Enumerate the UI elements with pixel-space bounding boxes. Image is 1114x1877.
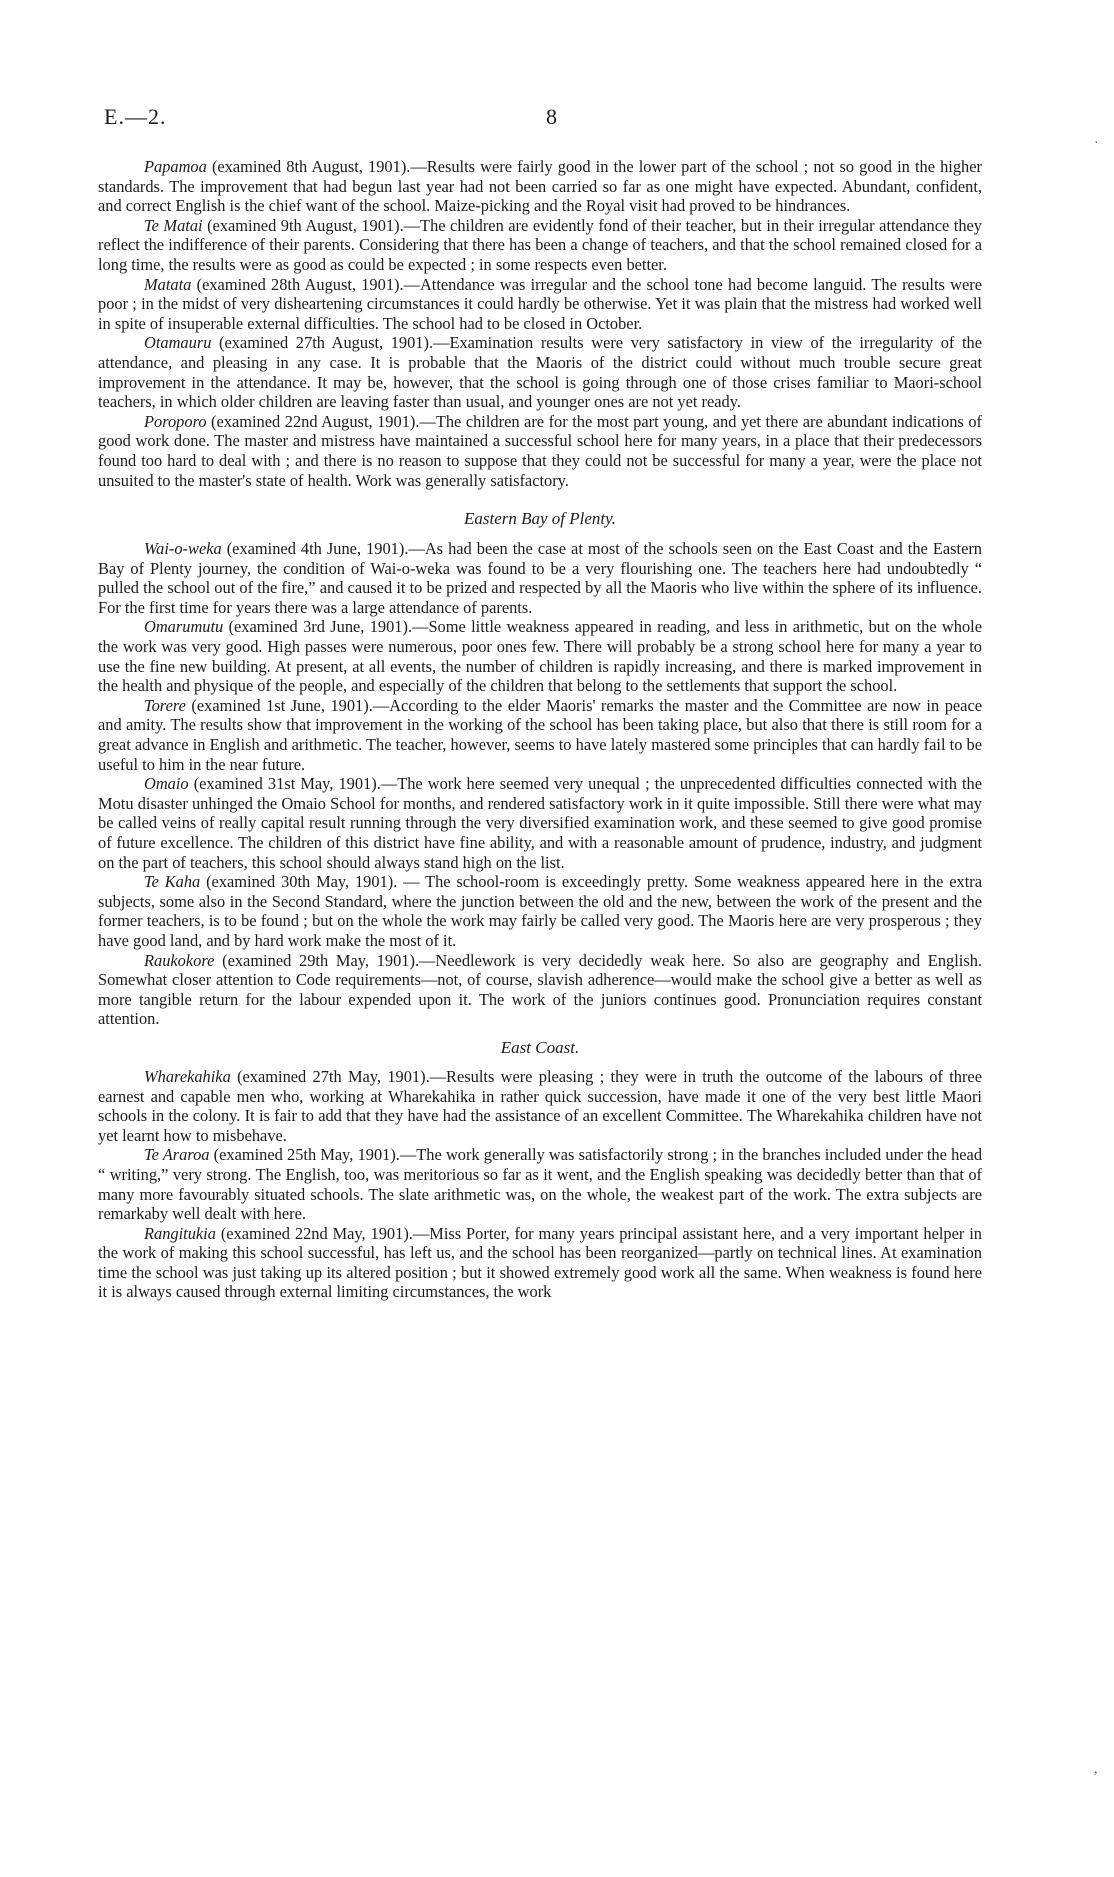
- report-paragraph: [98, 1224, 982, 1302]
- school-name: Torere: [144, 695, 186, 715]
- report-text: (examined 31st May, 1901).—The work here seemed very unequal ; the unprecedented difficulties connected with the Motu disaster unhinged the Omaio School for months, and rendered satisfactory work in it quite impossible. Still there were what may be called veins of really capital result running through the very diversified examination work, and these seemed to give good promise of future excellence. The children of this district have fine ability, and with a reasonable amount of prudence, industry, and judgment on the part of teachers, this school should always stand high on the list.: [98, 774, 982, 872]
- report-paragraph: [98, 1145, 982, 1223]
- report-paragraph: [98, 333, 982, 411]
- report-paragraph: [98, 1067, 982, 1145]
- school-name: Raukokore: [144, 950, 215, 970]
- page-number: 8: [546, 104, 557, 129]
- document-body: [98, 157, 982, 1302]
- report-text: (examined 4th June, 1901).—As had been the case at most of the schools seen on the East Coast and the Eastern Bay of Plenty journey, the condition of Wai-o-weka was found to be a very flourishing one. The teachers here had undoubtedly “ pulled the school out of the fire,” and caused it to be prized and respected by all the Maoris who live within the sphere of its influence. For the first time for years there was a large attendance of parents.: [98, 539, 982, 617]
- school-name: Otamauru: [144, 333, 212, 353]
- scan-mark: ,: [1094, 1762, 1098, 1777]
- report-paragraph: [98, 157, 982, 216]
- report-text: (examined 27th May, 1901).—Results were pleasing ; they were in truth the outcome of the labours of three earnest and capable men who, working at Wharekahika in rather quick succession, have made it one of the very best little Maori schools in the colony. It is fair to add that they have had the assistance of an excellent Committee. The Wharekahika children have not yet learnt how to misbehave.: [98, 1066, 982, 1145]
- section-heading-eastern-bay-of-plenty: Eastern Bay of Plenty.: [463, 509, 617, 529]
- school-name: Te Matai: [144, 215, 203, 235]
- school-name: Papamoa: [144, 157, 207, 176]
- report-text: (examined 9th August, 1901).—The children are evidently fond of their teacher, but in their irregular attendance they reflect the indifference of their parents. Considering that there has been a change of teachers, and that the school remained closed for a long time, the results were as good as could be expected ; in some respects even better.: [98, 215, 982, 274]
- report-paragraph: [98, 275, 982, 334]
- school-name: Wharekahika: [144, 1066, 231, 1086]
- report-paragraph: [98, 696, 982, 774]
- school-name: Te Araroa: [144, 1145, 210, 1165]
- report-text: (examined 30th May, 1901). — The school-room is exceedingly pretty. Some weakness appeared here in the extra subjects, some also in the Second Standard, where the junction between the old and the new, between the work of the present and the former teachers, is to be found ; but on the whole the work may fairly be called very good. The Maoris here are very prosperous ; they have good land, and by hard work make the most of it.: [98, 872, 982, 950]
- report-text: (examined 27th August, 1901).—Examination results were very satisfactory in view of the irregularity of the attendance, and pleasing in any case. It is probable that the Maoris of the district could without much trouble secure great improvement in the attendance. It may be, however, that the school is going through one of those crises familiar to Maori-school teachers, in which older children are leaving faster than usual, and younger ones are not yet ready.: [98, 333, 982, 412]
- school-name: Poroporo: [144, 411, 207, 431]
- report-paragraph: [98, 412, 982, 490]
- report-text: (examined 3rd June, 1901).—Some little weakness appeared in reading, and less in arithmetic, but on the whole the work was very good. High passes were numerous, poor ones few. There will probably be a strong school here for many a year to use the fine new building. At present, at all events, the number of children is rapidly increasing, and there is marked improvement in the health and physique of the people, and especially of the children that belong to the settlements that support the school.: [98, 617, 982, 696]
- report-text: (examined 28th August, 1901).—Attendance was irregular and the school tone had become languid. The results were poor ; in the midst of very disheartening circumstances it could hardly be otherwise. Yet it was plain that the mistress had worked well in spite of insuperable external difficulties. The school had to be closed in October.: [98, 274, 982, 333]
- report-paragraph: [98, 539, 982, 617]
- school-name: Omarumutu: [144, 617, 224, 637]
- report-paragraph: [98, 774, 982, 872]
- report-text: (examined 22nd August, 1901).—The children are for the most part young, and yet there are abundant indications of good work done. The master and mistress have maintained a successful school here for many years, in a place that their predecessors found too hard to deal with ; and there is no reason to suppose that they could not be successful for many a year, were the place not unsuited to the master's state of health. Work was generally satisfactory.: [98, 411, 982, 490]
- report-text: (examined 25th May, 1901).—The work generally was satisfactorily strong ; in the branches included under the head “ writing,” very strong. The English, too, was meritorious so far as it went, and the English speaking was decidedly better than that of many more favourably situated schools. The slate arithmetic was, on the whole, the weakest part of the work. The extra subjects are remarkaby well dealt with here.: [98, 1145, 983, 1224]
- document-reference: E.—2.: [104, 104, 167, 129]
- scan-mark: ·: [1094, 136, 1099, 151]
- report-paragraph: [98, 216, 982, 275]
- school-name: Matata: [144, 274, 192, 294]
- school-name: Wai-o-weka: [144, 539, 222, 559]
- report-paragraph: [98, 951, 982, 1029]
- report-paragraph: [98, 617, 982, 695]
- report-text: (examined 22nd May, 1901).—Miss Porter, for many years principal assistant here, and a very important helper in the work of making this school successful, has left us, and the school has been reorganized—partly on technical lines. At examination time the school was just taking up its altered position ; but it showed extremely good work all the same. When weakness is found here it is always caused through external limiting circumstances, the work: [98, 1223, 982, 1302]
- report-text: (examined 29th May, 1901).—Needlework is very decidedly weak here. So also are geography and English. Somewhat closer attention to Code requirements—not, of course, slavish adherence—would make the school give a better as well as more tangible return for the labour expended upon it. The work of the juniors continues good. Pronunciation requires constant attention.: [98, 950, 982, 1029]
- school-name: Omaio: [144, 774, 189, 794]
- section-heading-east-coast: East Coast.: [500, 1037, 580, 1057]
- report-text: (examined 8th August, 1901).—Results were fairly good in the lower part of the school ; not so good in the higher standards. The improvement that had begun last year had not been carried so far as one might have expected. Abundant, confident, and correct English is the chief want of the school. Maize-picking and the Royal visit had proved to be hindrances.: [98, 157, 982, 216]
- school-name: Rangitukia: [144, 1223, 216, 1243]
- report-paragraph: [98, 872, 982, 950]
- school-name: Te Kaha: [144, 872, 201, 892]
- report-text: (examined 1st June, 1901).—According to the elder Maoris' remarks the master and the Committee are now in peace and amity. The results show that improvement in the working of the school has been taking place, but also that there is still room for a great advance in English and arithmetic. The teacher, however, seems to have lately mastered some principles that can hardly fail to be useful to him in the near future.: [98, 695, 982, 774]
